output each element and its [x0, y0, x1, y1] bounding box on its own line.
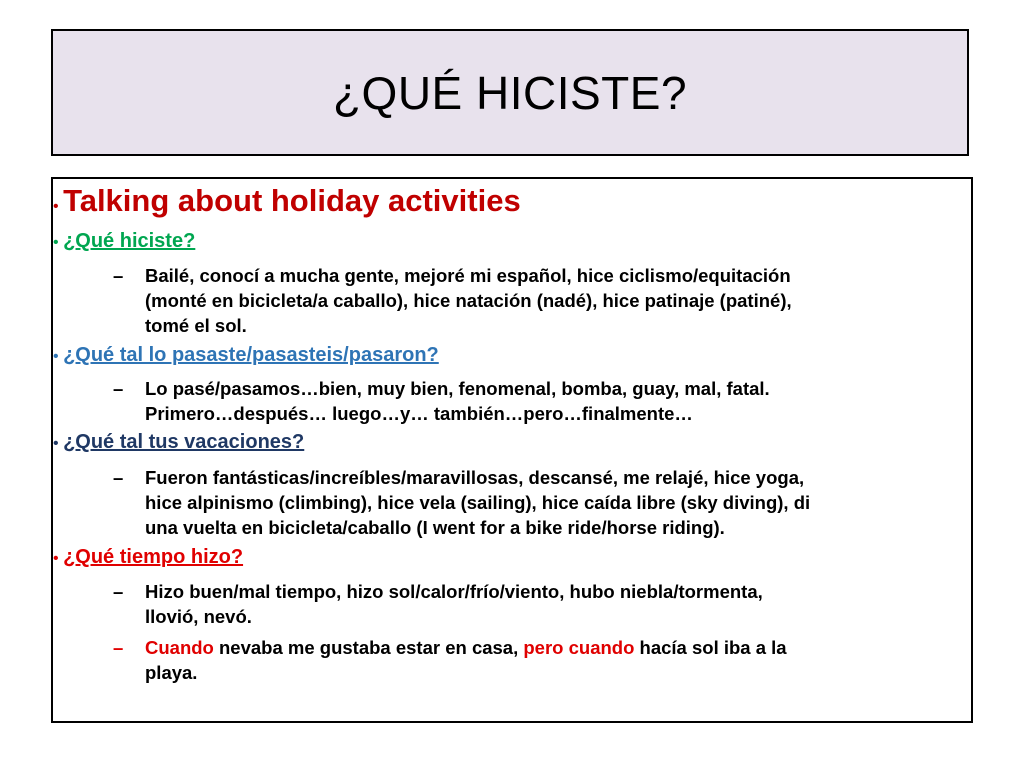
- q4-answer-line: llovió, nevó.: [145, 606, 252, 627]
- bullet-icon: •: [53, 234, 59, 251]
- q4-example: [53, 635, 971, 687]
- q3-answer-line: hice alpinismo (climbing), hice vela (sailing), hice caída libre (sky diving), di: [145, 492, 811, 513]
- q3-answer: [53, 465, 971, 541]
- q4-example-cuando: Cuando: [145, 637, 214, 658]
- q4-example-line: [145, 635, 945, 660]
- q1-answer: [53, 263, 971, 339]
- bullet-heading: [53, 183, 971, 223]
- slide-title: ¿QUÉ HICISTE?: [332, 66, 688, 119]
- q1-answer-line: (monté en bicicleta/a caballo), hice natación (nadé), hice patinaje (patiné),: [145, 290, 792, 311]
- q4-answer-line: Hizo buen/mal tiempo, hizo sol/calor/frío/viento, hubo niebla/tormenta,: [145, 581, 763, 602]
- bullet-q1: [53, 230, 971, 258]
- heading-text: Talking about holiday activities: [63, 183, 521, 218]
- q3-answer-line: una vuelta en bicicleta/caballo (I went for a bike ride/horse riding).: [145, 517, 725, 538]
- q3-answer-line: Fueron fantásticas/increíbles/maravillosas, descansé, me relajé, hice yoga,: [145, 467, 805, 488]
- bullet-icon: •: [53, 435, 59, 452]
- q2-link[interactable]: ¿Qué tal lo pasaste/pasasteis/pasaron?: [63, 344, 439, 366]
- q4-answer: [53, 579, 971, 631]
- q2-answer-line: Lo pasé/pasamos…bien, muy bien, fenomenal, bomba, guay, mal, fatal.: [145, 378, 770, 399]
- slide-title-box: [51, 29, 969, 156]
- bullet-q2: [53, 344, 971, 372]
- dash-icon: –: [113, 265, 124, 286]
- bullet-q3: [53, 431, 971, 459]
- bullet-q4: [53, 546, 971, 574]
- q2-answer: [53, 376, 971, 428]
- q4-example-line: playa.: [145, 662, 198, 683]
- q1-link[interactable]: ¿Qué hiciste?: [63, 230, 196, 252]
- bullet-icon: •: [53, 348, 59, 365]
- dash-icon: –: [113, 637, 124, 658]
- bullet-icon: •: [53, 198, 59, 215]
- bullet-icon: •: [53, 550, 59, 567]
- q4-link[interactable]: ¿Qué tiempo hizo?: [63, 546, 244, 568]
- dash-icon: –: [113, 581, 124, 602]
- q1-answer-line: Bailé, conocí a mucha gente, mejoré mi español, hice ciclismo/equitación: [145, 265, 791, 286]
- slide-content-box: [51, 177, 973, 723]
- q4-example-pero-cuando: pero cuando: [523, 637, 635, 658]
- q1-answer-line: tomé el sol.: [145, 315, 247, 336]
- q3-link[interactable]: ¿Qué tal tus vacaciones?: [63, 431, 305, 453]
- q2-answer-line: Primero…después… luego…y… también…pero…finalmente…: [145, 403, 693, 424]
- dash-icon: –: [113, 378, 124, 399]
- q4-example-text: hacía sol iba a la: [634, 637, 787, 658]
- dash-icon: –: [113, 467, 124, 488]
- q4-example-text: nevaba me gustaba estar en casa,: [213, 637, 524, 658]
